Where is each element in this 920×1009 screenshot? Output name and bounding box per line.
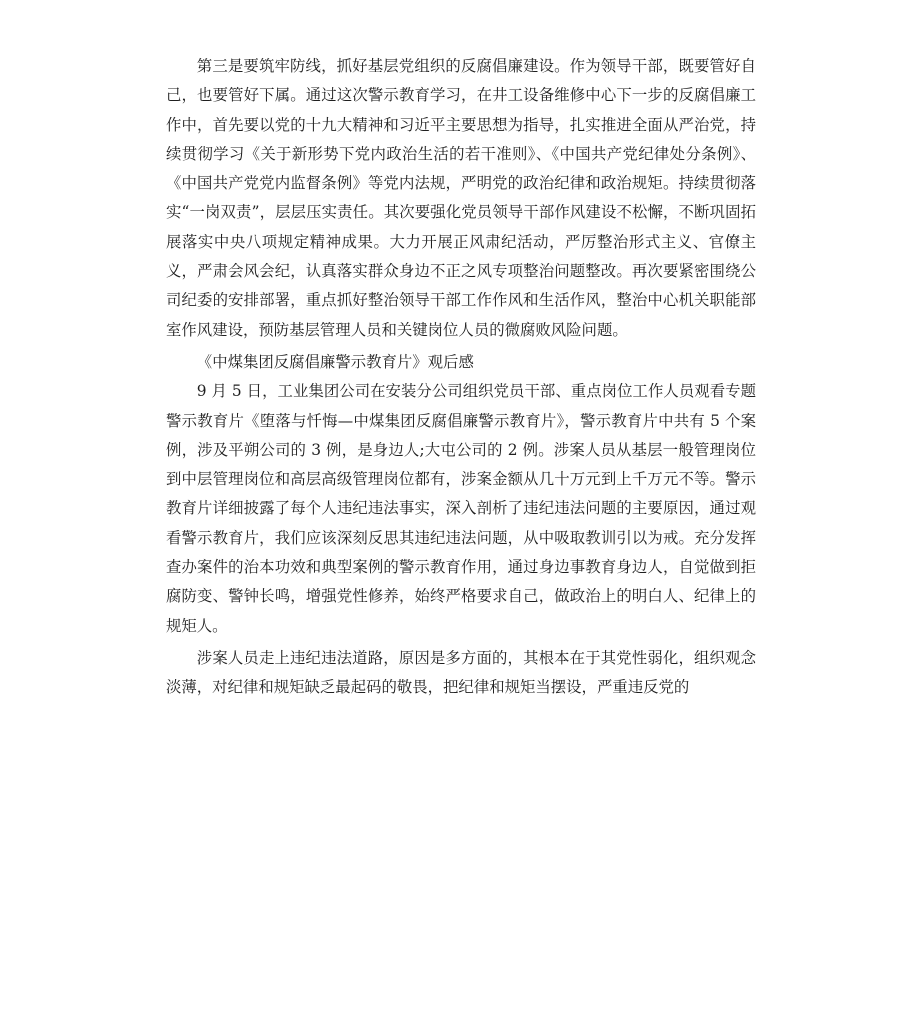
paragraph-third-defense-line: 第三是要筑牢防线，抓好基层党组织的反腐倡廉建设。作为领导干部，既要管好自己，也要管好下属。通过这次警示教育学习，在井工设备维修中心下一步的反腐倡廉工作中，首先要以党的十九大精神和习近平主要思想为指导，扎实推进全面从严治党，持续贯彻学习《关于新形势下党内政治生活的若干准则》、《中国共产党纪律处分条例》、《中国共产党党内监督条例》等党内法规，严明党的政治纪律和政治规矩。持续贯彻落实“一岗双责”，层层压实责任。其次要强化党员领导干部作风建设不松懈，不断巩固拓展落实中央八项规定精神成果。大力开展正风肃纪活动，严厉整治形式主义、官僚主义，严肃会风会纪，认真落实群众身边不正之风专项整治问题整改。再次要紧密围绕公司纪委的安排部署，重点抓好整治领导干部工作作风和生活作风，整治中心机关职能部室作风建设，预防基层管理人员和关键岗位人员的微腐败风险问题。 <box>166 57 756 339</box>
paragraph-root-cause: 涉案人员走上违纪违法道路，原因是多方面的，其根本在于其党性弱化，组织观念淡薄，对纪律和规矩缺乏最起码的敬畏，把纪律和规矩当摆设，严重违反党的 <box>166 648 756 697</box>
paragraph-screening-report: 9 月 5 日，工业集团公司在安装分公司组织党员干部、重点岗位工作人员观看专题警示教育片《堕落与忏悔—中煤集团反腐倡廉警示教育片》，警示教育片中共有 5 个案例，涉及平朔公司的 3 例，是身边人;大屯公司的 2 例。涉案人员从基层一般管理岗位到中层管理岗位和高层高级管理岗位都有，涉案金额从几十万元到上千万元不等。警示教育片详细披露了每个人违纪违法事实，深入剖析了违纪违法问题的主要原因，通过观看警示教育片，我们应该深刻反思其违纪违法问题，从中吸取教训引以为戒。充分发挥查办案件的治本功效和典型案例的警示教育作用，通过身边事教育身边人，自觉做到拒腐防变、警钟长鸣，增强党性修养，始终严格要求自己，做政治上的明白人、纪律上的规矩人。 <box>166 382 756 635</box>
document-body <box>166 52 756 706</box>
section-title: 《中煤集团反腐倡廉警示教育片》观后感 <box>196 352 474 371</box>
